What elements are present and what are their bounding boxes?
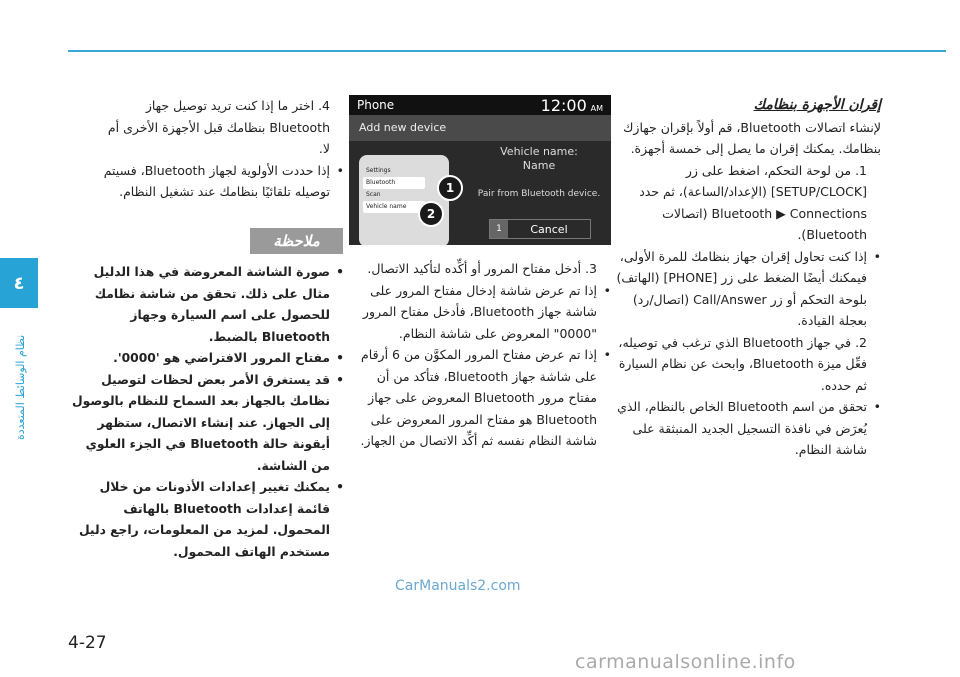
step-2: 2. في جهاز Bluetooth الذي ترغب في توصيله، فعِّل ميزة Bluetooth، وابحث عن نظام السيارة ثم حدده. <box>618 334 867 393</box>
bullet-six-digit: • إذا تم عرض مفتاح المرور المكوَّن من 6 أرقام على شاشة جهاز Bluetooth، فتأكد من أن مفتاح مرور Bluetooth المعروض على جهاز Bluetooth هو مفتاح المرور المعروض على شاشة النظام نفسه ثم أكِّد الاتصال من الجهاز. <box>349 344 611 452</box>
step-4: 4. اختر ما إذا كنت تريد توصيل جهاز Bluetooth بنظامك قبل الأجهزة الأخرى أم لا. <box>107 98 330 156</box>
bullet-first-pairing: • إذا كنت تحاول إقران جهاز بنظامك للمرة الأولى، فيمكنك أيضًا الضغط على زر [PHONE] (الهاتف) بلوحة التحكم أو زر Call/Answer (اتصال/رد) بعجلة القيادة. <box>615 246 881 332</box>
step-1: 1. من لوحة التحكم، اضغط على زر [SETUP/CLOCK] (الإعداد/الساعة)، ثم حدد Bluetooth ▶ Connections (اتصالات Bluetooth). <box>639 162 867 242</box>
note-item: • قد يستغرق الأمر بعض لحظات لتوصيل نظامك بالجهاز بعد السماح للنظام بالوصول إلى الجهاز. عند إنشاء الاتصال، ستظهر أيقونة حالة Bluetooth في الجزء العلوي من الشاشة. <box>68 370 344 478</box>
car-device-illustration <box>359 155 449 245</box>
callout-2: 2 <box>418 201 444 227</box>
screen-status-bar <box>349 95 611 115</box>
note-list <box>68 262 344 563</box>
section-heading: إقران الأجهزة بنظامك <box>753 97 881 113</box>
vehicle-name-value: Name <box>522 159 556 172</box>
chapter-title: نظام الوسائط المتعددة <box>14 334 27 440</box>
car-menu-scan: Scan <box>366 191 381 198</box>
chapter-number: ٤ <box>13 272 25 294</box>
page-number: 4-27 <box>68 633 107 653</box>
bullet-check-name: • تحقق من اسم Bluetooth الخاص بالنظام، الذي يُعرَض في نافذة التسجيل الجديد المنبثقة على شاشة النظام. <box>615 396 881 461</box>
screen-ampm: AM <box>590 103 603 113</box>
note-heading: ملاحظة <box>250 228 343 254</box>
cancel-button[interactable] <box>489 219 591 239</box>
middle-column <box>349 258 611 452</box>
vehicle-name-label: Vehicle name: <box>500 145 578 158</box>
cancel-button-number: 1 <box>490 220 508 238</box>
chapter-tab <box>0 258 38 308</box>
footer-site: carmanualsonline.info <box>575 651 796 673</box>
intro-paragraph: لإنشاء اتصالات Bluetooth، قم أولاً بإقران جهازك بنظامك. يمكنك إقران ما يصل إلى خمسة أجهزة. <box>623 119 881 156</box>
pair-instruction: Pair from Bluetooth device. <box>477 189 601 199</box>
car-menu-bluetooth: Bluetooth <box>363 177 425 189</box>
step-3: 3. أدخل مفتاح المرور أو أكِّده لتأكيد الاتصال. <box>367 261 597 276</box>
vehicle-name-block <box>469 145 609 173</box>
cancel-button-label: Cancel <box>530 222 568 236</box>
watermark[interactable]: CarManuals2.com <box>395 578 521 594</box>
note-item: • مفتاح المرور الافتراضي هو '0000'. <box>68 348 344 370</box>
right-column <box>615 95 881 461</box>
car-menu <box>363 165 425 213</box>
phone-screen-figure <box>349 95 611 245</box>
screen-title: Phone <box>357 98 395 112</box>
bullet-priority: • إذا حددت الأولوية لجهاز Bluetooth، فسيتم توصيله تلقائيًا بنظامك عند تشغيل النظام. <box>96 160 344 203</box>
note-item: • يمكنك تغيير إعدادات الأذونات من خلال قائمة إعدادات Bluetooth بالهاتف المحمول. لمزيد من المعلومات، راجع دليل مستخدم الهاتف المحمول. <box>68 477 344 563</box>
note-item: • صورة الشاشة المعروضة في هذا الدليل مثال على ذلك. تحقق من شاشة نظامك للحصول على اسم السيارة وجهاز Bluetooth بالضبط. <box>68 262 344 348</box>
top-rule <box>68 50 946 52</box>
callout-1: 1 <box>437 175 463 201</box>
left-column <box>96 95 344 203</box>
car-menu-vehicle: Vehicle name <box>363 201 425 213</box>
screen-time: 12:00 <box>540 95 587 115</box>
screen-header: Add new device <box>349 115 611 141</box>
car-menu-settings: Settings <box>366 167 391 174</box>
bullet-enter-passkey: • إذا تم عرض شاشة إدخال مفتاح المرور على شاشة جهاز Bluetooth، فأدخل مفتاح المرور "0000" المعروض على شاشة النظام. <box>349 280 611 345</box>
